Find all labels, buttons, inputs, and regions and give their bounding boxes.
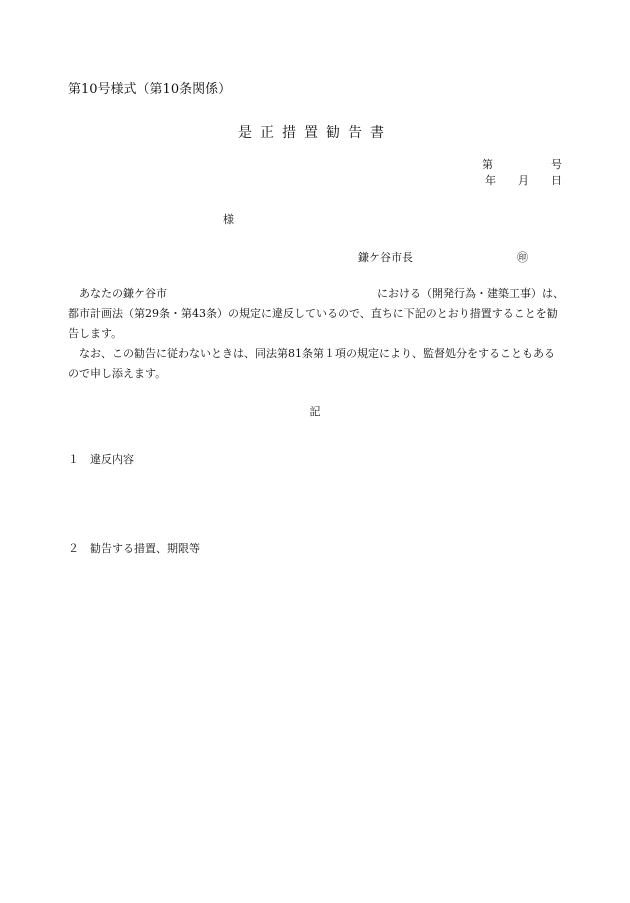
body-para2-line-1: なお、この勧告に従わないときは、同法第81条第１項の規定により、監督処分をすることもある (79, 347, 555, 360)
document-title: 是正措置勧告書 (238, 125, 392, 141)
item-label: 違反内容 (90, 453, 134, 466)
document-date (485, 172, 562, 188)
issuer-name: 鎌ケ谷市長 (358, 251, 413, 264)
item-label: 勧告する措置、期限等 (90, 542, 200, 555)
number-prefix: 第 (482, 158, 493, 171)
body-text (68, 284, 564, 384)
document-number (482, 156, 562, 172)
number-suffix: 号 (551, 158, 562, 171)
date-month: 月 (518, 174, 529, 187)
form-label: 第10号様式（第10条関係） (68, 82, 232, 97)
date-year: 年 (485, 174, 496, 187)
body-para2-line-2: ので申し添えます。 (68, 367, 167, 380)
addressee-suffix: 様 (223, 213, 234, 226)
ki-heading: 記 (309, 405, 321, 418)
item-violation (68, 451, 134, 467)
body-line-2: 都市計画法（第29条・第43条）の規定に違反しているので、直ちに下記のとおり措置することを勧 (68, 307, 558, 320)
body-line-1-right: における（開発行為・建築工事）は、 (377, 287, 564, 300)
body-line-3: 告します。 (68, 327, 123, 340)
date-day: 日 (551, 174, 562, 187)
seal-mark: ㊞ (517, 251, 528, 264)
item-measures (68, 540, 200, 556)
item-number: ２ (68, 542, 79, 555)
item-number: １ (68, 453, 79, 466)
body-line-1 (68, 284, 564, 304)
body-line-1-left: あなたの鎌ケ谷市 (79, 287, 167, 300)
